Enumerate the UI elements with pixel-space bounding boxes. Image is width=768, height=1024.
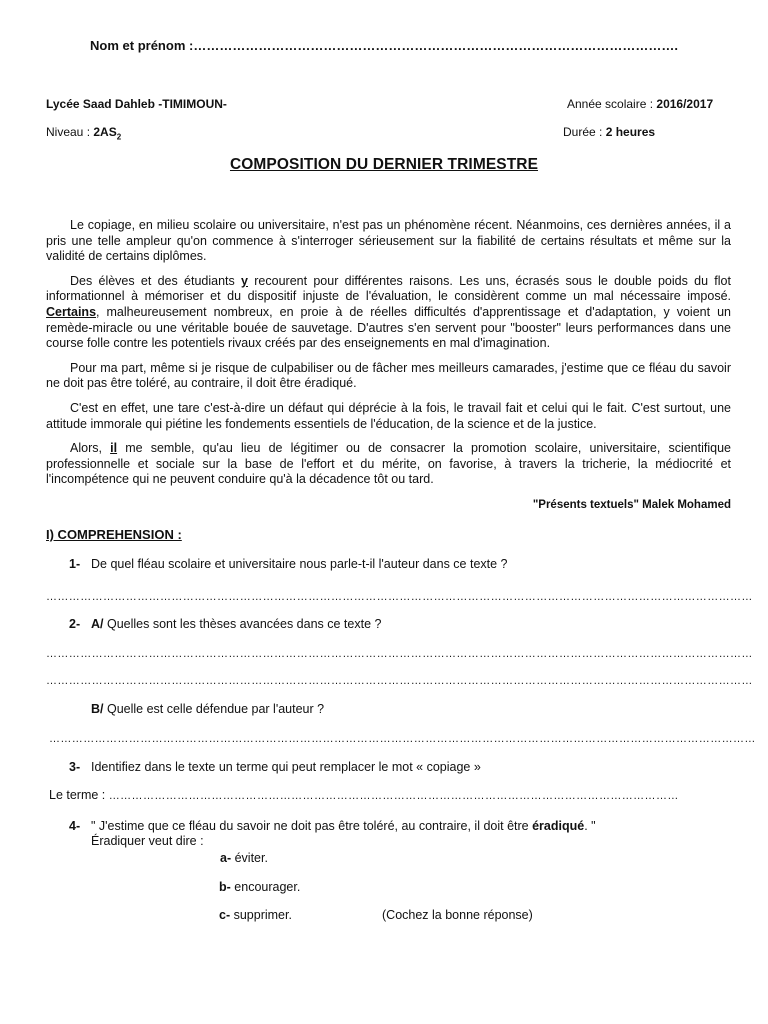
option-a-label: a- [220,851,232,865]
option-c[interactable] [219,908,292,922]
question-3-text: Identifiez dans le texte un terme qui peut remplacer le mot « copiage » [91,760,481,774]
page-title: COMPOSITION DU DERNIER TRIMESTRE [229,156,539,173]
option-c-text: supprimer. [230,908,292,922]
term-answer[interactable] [49,788,679,802]
paragraph-1: Le copiage, en milieu scolaire ou universitaire, n'est pas un phénomène récent. Néanmoins, ces dernières années, il a pris une telle ampleur qu'on commence à s'interroger sérieusement sur la fiabilité de certains résultats et même sur la validité de certains diplômes. [46,218,731,264]
question-1-number: 1- [69,557,81,571]
level-subscript: 2 [116,132,122,142]
paragraph-2 [46,274,731,352]
p2-highlight-y: y [241,273,248,288]
level-label: Niveau : [46,125,94,139]
question-2a [69,617,381,631]
option-b-text: encourager. [230,880,301,894]
question-2b-text: Quelle est celle défendue par l'auteur ? [103,702,325,716]
level [46,125,121,141]
answer-line-2a-2[interactable]: …………………………………………………………………………………………………………………………………………………………………… [46,675,753,687]
question-4-text-a: " J'estime que ce fléau du savoir ne doit pas être toléré, au contraire, il doit être [91,819,533,833]
name-label: Nom et prénom : [90,38,194,53]
question-2a-text: Quelles sont les thèses avancées dans ce texte ? [103,617,382,631]
duration [563,125,655,139]
option-a[interactable] [220,851,268,865]
p2-part-a: Des élèves et des étudiants [70,273,242,288]
question-3 [69,760,481,774]
p2-part-b: recourent pour différentes raisons. Les uns, écrasés sous le double poids du flot informationnel à mémoriser et du dispositif injuste de l'évaluation, le considèrent comme un mal nécessaire imposé. [46,273,731,304]
paragraph-3: Pour ma part, même si je risque de culpabiliser ou de fâcher mes meilleurs camarades, j'estime que ce fléau du savoir ne doit pas être toléré, au contraire, il doit être éradiqué. [46,360,731,391]
answer-line-2b[interactable]: …………………………………………………………………………………………………………………………………………………………………… [49,733,756,745]
school-year [567,97,713,111]
instruction: (Cochez la bonne réponse) [382,908,533,922]
question-1 [69,557,508,571]
p5-part-a: Alors, [70,441,111,456]
question-3-number: 3- [69,760,81,774]
student-name-line[interactable] [0,38,768,53]
school-year-value: 2016/2017 [656,97,714,111]
question-2b-label: B/ [91,702,104,716]
p5-highlight-il: il [110,441,118,456]
option-b-label: b- [219,880,231,894]
p2-part-c: , malheureusement nombreux, en proie à de réelles difficultés d'apprentissage et d'adaptation, y voient un remède-miracle ou une véritable bouée de sauvetage. D'autres s'en servent pour "booster" leurs performances dans une course folle contre les potentiels rivaux créés par des enseignements en mal d'imagination. [46,304,731,351]
duration-label: Durée : [563,125,606,139]
term-dots: …………………………………………………………………………………………………………………………………… [108,790,679,802]
question-4-bold: éradiqué [532,819,585,833]
term-label: Le terme : [49,788,109,802]
question-4 [69,819,596,833]
option-a-text: éviter. [231,851,268,865]
section-heading: I) COMPREHENSION : [46,527,182,542]
question-4-text-b: . " [584,819,596,833]
option-b[interactable] [219,880,300,894]
reading-text [46,218,731,497]
option-c-label: c- [219,908,231,922]
school-year-label: Année scolaire : [567,97,657,111]
level-value: 2AS [93,125,117,139]
school-name: Lycée Saad Dahleb -TIMIMOUN- [46,97,227,111]
paragraph-4: C'est en effet, une tare c'est-à-dire un défaut qui déprécie à la fois, le travail fait et celui qui le fait. C'est surtout, une attitude immorale qui piétine les fondements essentiels de l'éducation, de la science et de la justice. [46,400,731,431]
text-source: "Présents textuels" Malek Mohamed [532,499,731,511]
answer-line-1[interactable]: …………………………………………………………………………………………………………………………………………………………………… [46,591,753,603]
p2-highlight-certains: Certains [46,304,97,319]
answer-line-2a-1[interactable]: …………………………………………………………………………………………………………………………………………………………………… [46,648,753,660]
question-4-number: 4- [69,819,81,833]
paragraph-5 [46,441,731,488]
name-dots: …………………………………………………………………………………………………. [193,38,678,53]
question-2a-label: A/ [91,617,104,631]
duration-value: 2 heures [605,125,656,139]
question-2b [91,702,324,716]
question-2-number: 2- [69,617,81,631]
question-4-line2: Éradiquer veut dire : [91,834,204,848]
question-1-text: De quel fléau scolaire et universitaire nous parle-t-il l'auteur dans ce texte ? [91,557,508,571]
p5-part-b: me semble, qu'au lieu de légitimer ou de consacrer la promotion scolaire, universitaire, scientifique professionnelle et sociale sur la base de l'effort et du mérite, on favorise, à travers la tricherie, la médiocrité et l'incompétence qui ne peuvent conduire qu'à la décadence tôt ou tard. [46,441,731,487]
